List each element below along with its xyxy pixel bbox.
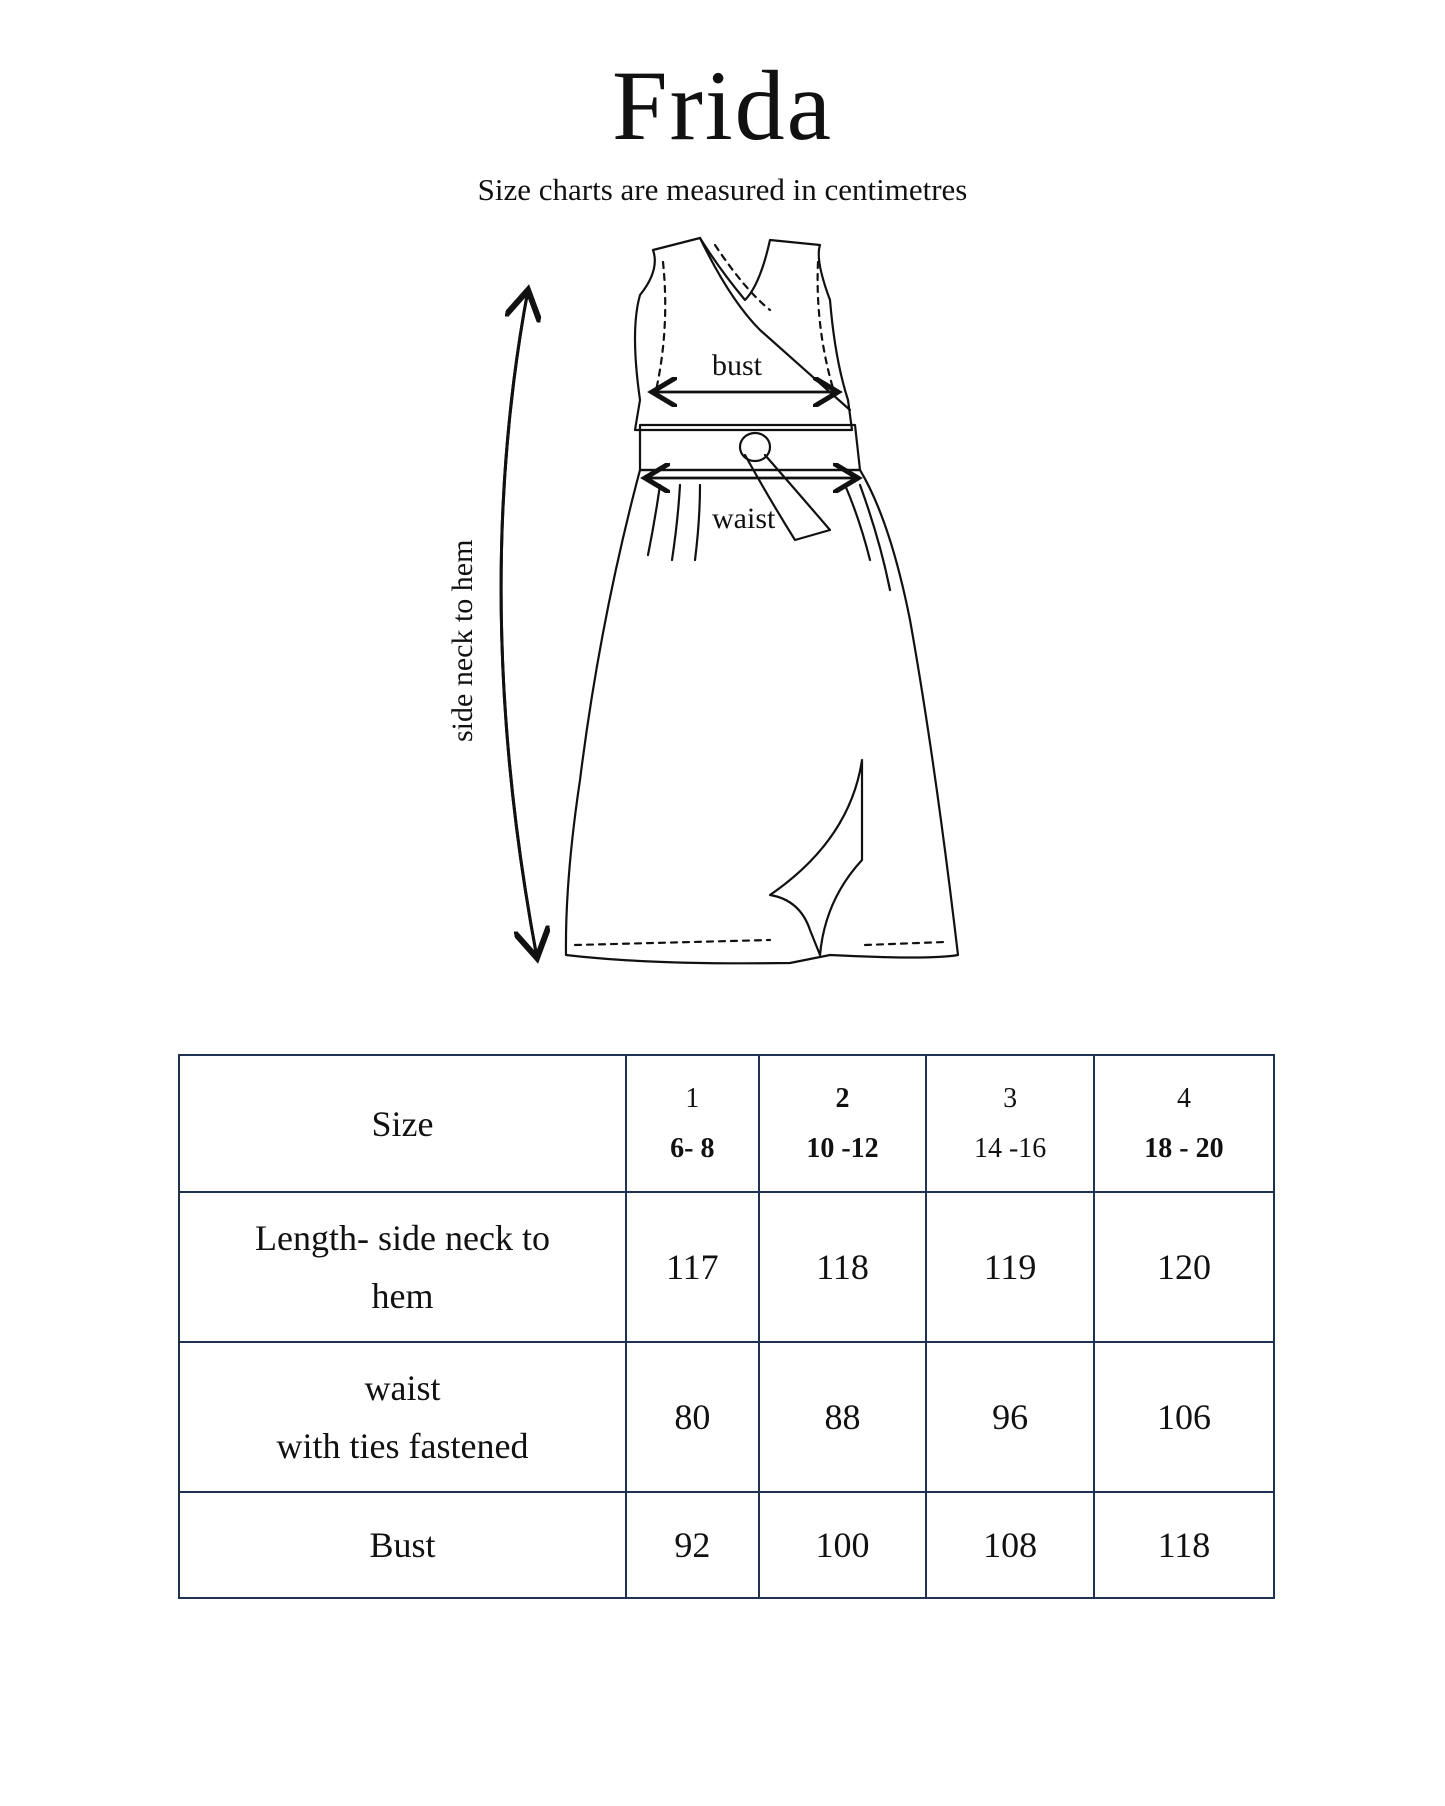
- size-range: 18 - 20: [1144, 1132, 1224, 1164]
- row-label: waist with ties fastened: [179, 1342, 626, 1492]
- size-number: 3: [1003, 1082, 1018, 1114]
- table-cell: 106: [1094, 1342, 1274, 1492]
- neckline: [700, 238, 850, 410]
- table-cell: 118: [759, 1192, 927, 1342]
- table-header-row: [179, 1055, 1274, 1192]
- row-label: Bust: [179, 1492, 626, 1598]
- table-row: [179, 1342, 1274, 1492]
- table-cell: 96: [926, 1342, 1094, 1492]
- size-number: 4: [1176, 1082, 1191, 1114]
- size-range: 10 -12: [806, 1132, 879, 1164]
- page-title: Frida: [611, 50, 834, 161]
- size-range: 6- 8: [670, 1132, 715, 1164]
- table-cell: 100: [759, 1492, 927, 1598]
- size-header-label: Size: [179, 1055, 626, 1192]
- table-row: [179, 1492, 1274, 1598]
- table-cell: 108: [926, 1492, 1094, 1598]
- table-cell: 80: [626, 1342, 759, 1492]
- bodice-outline: [635, 238, 852, 430]
- length-label: side neck to hem: [446, 539, 479, 742]
- subtitle: Size charts are measured in centimetres: [477, 172, 968, 207]
- size-col-3: [926, 1055, 1094, 1192]
- table-cell: 119: [926, 1192, 1094, 1342]
- length-measure: [501, 290, 537, 958]
- size-col-2: [759, 1055, 927, 1192]
- size-range: 14 -16: [973, 1132, 1047, 1164]
- table-cell: 118: [1094, 1492, 1274, 1598]
- bust-label: bust: [712, 349, 763, 382]
- size-chart-table: [178, 1054, 1275, 1599]
- skirt-outline: [566, 470, 958, 963]
- table-cell: 92: [626, 1492, 759, 1598]
- row-label: Length- side neck to hem: [179, 1192, 626, 1342]
- size-number: 1: [685, 1082, 700, 1114]
- waist-label: waist: [712, 502, 776, 535]
- table-cell: 120: [1094, 1192, 1274, 1342]
- size-number: 2: [835, 1082, 850, 1114]
- size-col-4: [1094, 1055, 1274, 1192]
- table-cell: 88: [759, 1342, 927, 1492]
- table-cell: 117: [626, 1192, 759, 1342]
- size-col-1: [626, 1055, 759, 1192]
- table-row: [179, 1192, 1274, 1342]
